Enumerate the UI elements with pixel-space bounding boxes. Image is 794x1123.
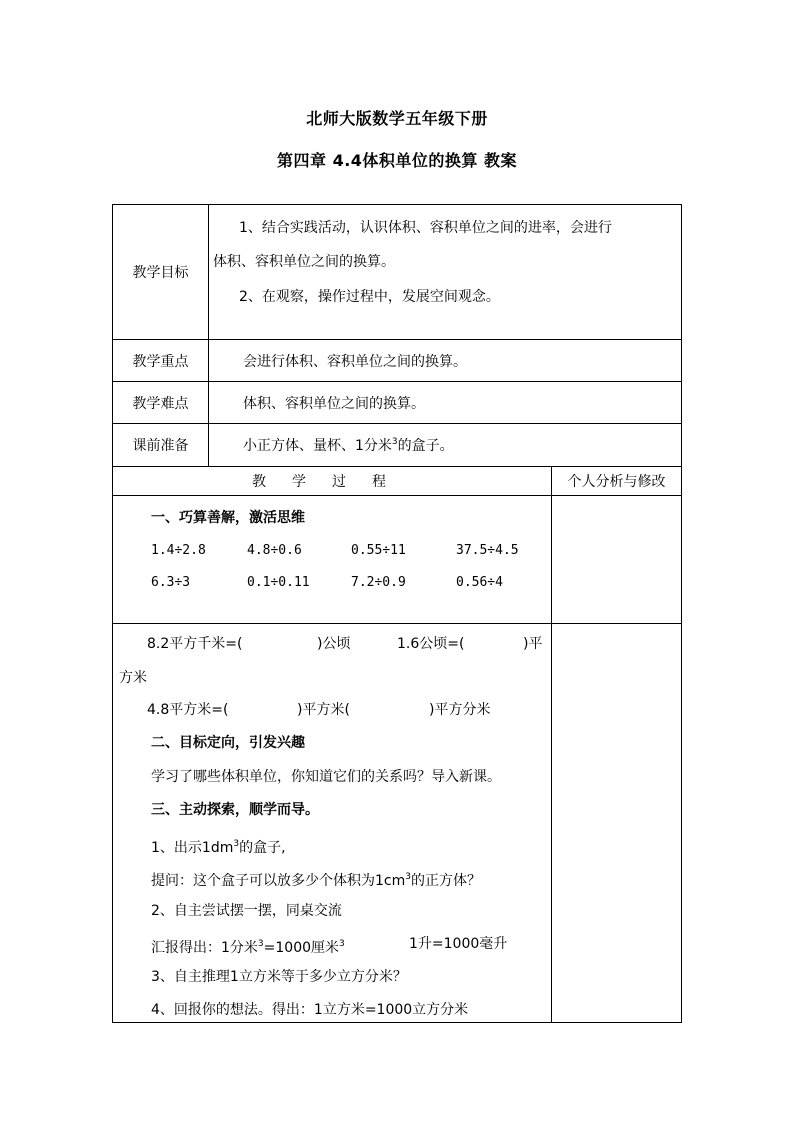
question-a: 提问：这个盒子可以放多少个体积为1cm — [151, 873, 406, 889]
question — [151, 867, 481, 891]
section1-row — [113, 496, 682, 624]
difficult-label: 教学难点 — [113, 382, 209, 424]
prep-content — [209, 424, 682, 467]
section2-content — [113, 624, 552, 1023]
area-line-3b: )平方米( — [297, 702, 350, 718]
step-2: 2、自主尝试摆一摆，同桌交流 — [151, 903, 342, 919]
step-3: 3、自主推理1立方米等于多少立方分米？ — [151, 969, 407, 985]
goal-label: 教学目标 — [113, 205, 209, 340]
key-label: 教学重点 — [113, 340, 209, 382]
step-1 — [151, 834, 286, 858]
goal-line-2: 体积、容积单位之间的换算。 — [213, 254, 395, 270]
area-line-1a: 8.2平方千米=( — [147, 636, 243, 652]
difficult-text: 体积、容积单位之间的换算。 — [243, 395, 425, 412]
area-line-1d: )平 — [523, 636, 543, 652]
report-a: 汇报得出：1分米 — [151, 940, 258, 956]
calc-1-3: 0.55÷11 — [351, 543, 406, 558]
prep-text — [209, 438, 454, 454]
calc-2-2: 0.1÷0.11 — [247, 575, 310, 590]
goal-row — [113, 205, 682, 340]
document-title: 北师大版数学五年级下册 — [306, 109, 488, 128]
step-4: 4、回报你的想法。得出：1立方米=1000立方分米 — [151, 1002, 469, 1018]
question-sup: 3 — [405, 872, 411, 882]
step-1-sup: 3 — [233, 839, 240, 849]
goal-content — [209, 205, 682, 340]
area-line-2: 方米 — [119, 670, 147, 686]
question-b: 的正方体？ — [410, 873, 481, 889]
key-text: 会进行体积、容积单位之间的换算。 — [243, 353, 467, 370]
section2-text: 学习了哪些体积单位，你知道它们的关系吗？导入新课。 — [151, 769, 501, 785]
goal-line-3: 2、在观察，操作过程中，发展空间观念。 — [239, 289, 500, 305]
report-sup-1: 3 — [257, 939, 264, 949]
report-sup-2: 3 — [339, 939, 345, 949]
lesson-plan-table — [112, 204, 682, 1023]
calc-1-4: 37.5÷4.5 — [456, 543, 519, 558]
calc-1-2: 4.8÷0.6 — [247, 543, 302, 558]
section3-heading: 三、主动探索，顺学而导。 — [151, 802, 319, 818]
report — [151, 934, 345, 958]
prep-row — [113, 424, 682, 467]
prep-label: 课前准备 — [113, 424, 209, 467]
report-b: =1000厘米 — [263, 940, 340, 956]
area-line-1b: )公顷 — [317, 636, 351, 652]
process-header: 教学过程 — [113, 467, 552, 496]
area-line-3c: )平方分米 — [429, 702, 491, 718]
calc-2-4: 0.56÷4 — [456, 575, 503, 590]
section1-heading: 一、巧算善解，激活思维 — [151, 510, 305, 526]
calc-2-1: 6.3÷3 — [151, 575, 191, 590]
prep-text-after: 的盒子。 — [397, 438, 454, 454]
key-content — [209, 340, 682, 382]
notes-header: 个人分析与修改 — [552, 467, 682, 496]
section1-notes — [552, 496, 682, 624]
section1-content — [113, 496, 552, 624]
step-1b: 的盒子, — [239, 840, 286, 856]
section2-heading: 二、目标定向，引发兴趣 — [151, 735, 305, 751]
area-line-1c: 1.6公顷=( — [397, 636, 465, 652]
goal-line-1: 1、结合实践活动，认识体积、容积单位之间的进率，会进行 — [239, 220, 612, 236]
area-line-3a: 4.8平方米=( — [147, 702, 229, 718]
report-c: 1升=1000毫升 — [409, 936, 508, 952]
prep-text-before: 小正方体、量杯、1分米 — [243, 438, 392, 454]
calc-2-3: 7.2÷0.9 — [351, 575, 406, 590]
key-row — [113, 340, 682, 382]
difficult-content — [209, 382, 682, 424]
section2-notes — [552, 624, 682, 1023]
step-1a: 1、出示1dm — [151, 840, 234, 856]
prep-sup: 3 — [391, 437, 398, 447]
calc-1-1: 1.4÷2.8 — [151, 543, 206, 558]
difficult-row — [113, 382, 682, 424]
process-header-row — [113, 467, 682, 496]
document-subtitle: 第四章 4.4体积单位的换算 教案 — [277, 151, 517, 170]
section2-row — [113, 624, 682, 1023]
